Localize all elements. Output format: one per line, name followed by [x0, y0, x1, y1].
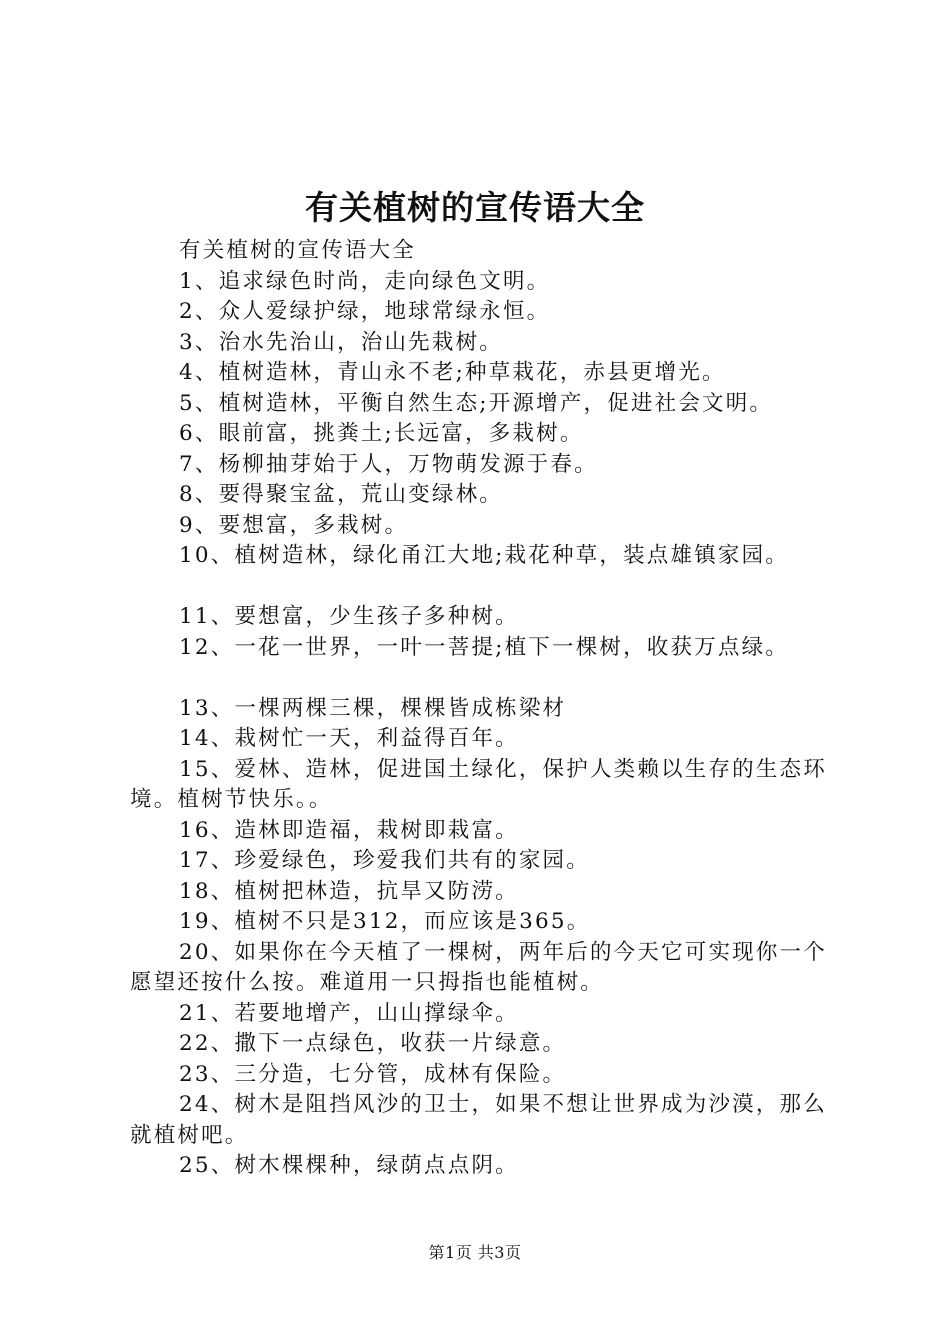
slogan-item: 17、珍爱绿色，珍爱我们共有的家园。 — [179, 848, 590, 873]
slogan-item: 23、三分造，七分管，成林有保险。 — [179, 1061, 567, 1087]
slogan-item: 19、植树不只是312，而应该是365。 — [179, 909, 591, 934]
slogan-item: 24、树木是阻挡风沙的卫士，如果不想让世界成为沙漠，那么就植树吧。 — [130, 1092, 827, 1148]
slogan-item: 12、一花一世界，一叶一菩提;植下一棵树，收获万点绿。 — [179, 634, 790, 660]
slogan-item: 21、若要地增产，山山撑绿伞。 — [179, 1000, 519, 1026]
slogan-item: 1、追求绿色时尚，走向绿色文明。 — [179, 268, 551, 294]
slogan-item: 2、众人爱绿护绿，地球常绿永恒。 — [179, 299, 551, 324]
slogan-item: 5、植树造林，平衡自然生态;开源增产，促进社会文明。 — [179, 390, 774, 416]
slogan-item: 25、树木棵棵种，绿荫点点阴。 — [179, 1153, 519, 1178]
slogan-item: 18、植树把林造，抗旱又防涝。 — [179, 878, 519, 904]
blank-line — [130, 663, 835, 694]
slogan-item: 20、如果你在今天植了一棵树，两年后的今天它可实现你一个愿望还按什么按。难道用一只拇指也能植树。 — [130, 939, 827, 995]
document-body — [130, 236, 835, 1182]
slogan-item: 6、眼前富，挑粪土;长远富，多栽树。 — [179, 421, 584, 446]
slogan-item: 7、杨柳抽芽始于人，万物萌发源于春。 — [179, 451, 598, 477]
slogan-item: 15、爱林、造林，促进国土绿化，保护人类赖以生存的生态环境。植树节快乐。。 — [130, 756, 827, 812]
slogan-item: 9、要想富，多栽树。 — [179, 512, 409, 538]
page-footer: 第1页 共3页 — [428, 1243, 522, 1262]
slogan-item: 16、造林即造福，栽树即栽富。 — [179, 817, 519, 843]
slogan-item: 14、栽树忙一天，利益得百年。 — [179, 726, 519, 751]
slogan-item: 8、要得聚宝盆，荒山变绿林。 — [179, 482, 503, 507]
slogan-item: 22、撒下一点绿色，收获一片绿意。 — [179, 1031, 567, 1056]
slogan-item: 3、治水先治山，治山先栽树。 — [179, 329, 503, 355]
slogan-item: 11、要想富，少生孩子多种树。 — [179, 604, 519, 629]
slogan-item: 10、植树造林，绿化甬江大地;栽花种草，装点雄镇家园。 — [179, 543, 790, 568]
slogan-item: 13、一棵两棵三棵，棵棵皆成栋梁材 — [179, 695, 567, 721]
document-subtitle: 有关植树的宣传语大全 — [179, 238, 417, 263]
slogan-item: 4、植树造林，青山永不老;种草栽花，赤县更增光。 — [179, 360, 726, 385]
blank-line — [130, 572, 835, 603]
page-title: 有关植树的宣传语大全 — [305, 188, 645, 227]
